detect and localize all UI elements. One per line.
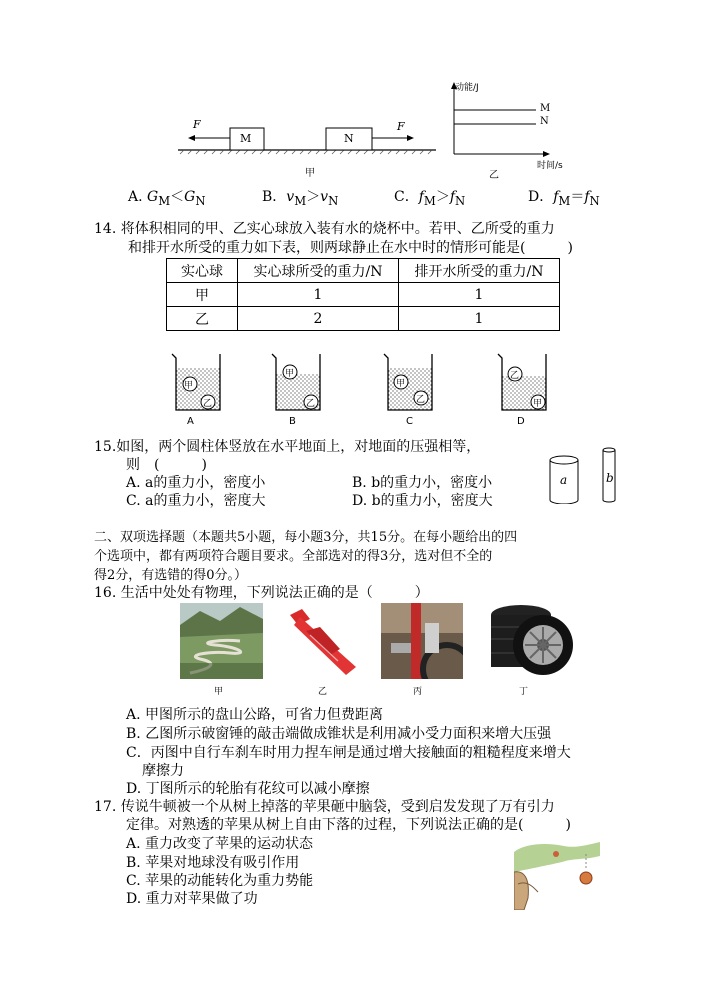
q17-option-d: D. 重力对苹果做了功 [126, 891, 258, 907]
ball-label: 乙 [203, 399, 213, 409]
beaker-label-b: B [289, 416, 296, 427]
cylinder-b-label: b [606, 471, 614, 485]
q15-option-d: D. b的重力小，密度大 [352, 493, 493, 509]
tires-image [483, 603, 578, 679]
q15-line1: 15.如图，两个圆柱体竖放在水平地面上，对地面的压强相等， [94, 439, 481, 455]
q15-option-a: A. a的重力小，密度小 [126, 475, 266, 491]
window-breaker-hammer-image [280, 603, 363, 679]
table-cell: 1 [238, 283, 399, 307]
photo-caption-bing: 丙 [413, 687, 423, 697]
y-axis-label: 动能/J [455, 83, 479, 93]
line-m-label: M [540, 103, 551, 114]
q14-line1: 14. 将体积相同的甲、乙实心球放入装有水的烧杯中。若甲、乙所受的重力 [94, 221, 555, 237]
line-n-label: N [540, 116, 549, 127]
caption-yi: 乙 [489, 170, 499, 181]
photo-caption-jia: 甲 [214, 687, 224, 697]
q17-line2: 定律。对熟透的苹果从树上自由下落的过程，下列说法正确的是( ) [126, 817, 571, 833]
q17-option-b: B. 苹果对地球没有吸引作用 [126, 855, 300, 871]
ball-label: 甲 [184, 381, 194, 391]
section2-line2: 个选项中，都有两项符合题目要求。全部选对的得3分，选对但不全的 [94, 549, 493, 564]
header-cell: 排开水所受的重力/N [399, 259, 560, 283]
table-row [167, 307, 560, 331]
q17-option-a: A. 重力改变了苹果的运动状态 [126, 836, 314, 852]
ball-label: 乙 [416, 395, 426, 405]
beakers-figure [160, 350, 570, 418]
beaker-label-d: D [517, 416, 525, 427]
beaker-label-a: A [187, 416, 194, 427]
table-cell: 1 [399, 283, 560, 307]
q16-stem: 16. 生活中处处有物理，下列说法正确的是（ ） [94, 585, 429, 601]
ball-label: 甲 [285, 369, 295, 379]
q16-option-c: C．丙图中自行车刹车时用力捏车闸是通过增大接触面的粗糙程度来增大 [126, 745, 571, 761]
q17-line1: 17. 传说牛顿被一个从树上掉落的苹果砸中脑袋，受到启发发现了万有引力 [94, 799, 555, 815]
beaker-a [172, 354, 220, 410]
q16-option-a: A. 甲图所示的盘山公路，可省力但费距离 [126, 707, 384, 723]
q16-option-d: D. 丁图所示的轮胎有花纹可以减小摩擦 [126, 781, 370, 797]
q14-line2: 和排开水所受的重力如下表，则两球静止在水中时的情形可能是( ) [128, 240, 573, 256]
q14-table [166, 258, 560, 331]
x-axis-label: 时间/s [537, 161, 563, 171]
table-row [167, 283, 560, 307]
q17-option-c: C. 苹果的动能转化为重力势能 [126, 873, 314, 889]
q15-option-b: B. b的重力小，密度小 [352, 475, 493, 491]
caption-jia: 甲 [305, 168, 315, 179]
q16-option-c-cont: 摩擦力 [142, 763, 184, 779]
ball-label: 甲 [396, 379, 406, 389]
q15-line2: 则 ( ) [126, 457, 207, 473]
mountain-road-image [180, 603, 263, 679]
photo-caption-ding: 丁 [519, 687, 529, 697]
beaker-label-c: C [406, 416, 413, 427]
q13-option-d: D．$f_M=f_N$ [528, 189, 600, 208]
q16-option-b: B. 乙图所示破窗锤的敲击端做成锥状是利用减小受力面积来增大压强 [126, 726, 552, 742]
header-cell: 实心球所受的重力/N [238, 259, 399, 283]
figure-jia-blocks [176, 116, 446, 160]
block-n-label: N [344, 132, 354, 145]
photo-caption-yi: 乙 [318, 687, 328, 697]
force-label-right: F [397, 120, 405, 133]
apple-tree-image [514, 838, 604, 910]
cylinder-a-label: a [560, 473, 568, 487]
block-m-label: M [240, 132, 252, 145]
table-cell: 2 [238, 307, 399, 331]
q13-option-a: A. $G_M<G_N$ [128, 189, 206, 208]
section2-line3: 得2分，有选错的得0分。） [94, 568, 248, 583]
ball-label: 乙 [306, 399, 316, 409]
force-label-left: F [193, 118, 201, 131]
q13-option-c: C．$f_M>f_N$ [394, 189, 466, 208]
q13-option-b: B．$v_M>v_N$ [262, 189, 339, 208]
bicycle-brake-image [381, 603, 463, 679]
q15-option-c: C. a的重力小，密度大 [126, 493, 266, 509]
table-header-row [167, 259, 560, 283]
ball-label: 乙 [510, 371, 520, 381]
table-cell: 甲 [167, 283, 238, 307]
ball-label: 甲 [533, 399, 543, 409]
header-cell: 实心球 [167, 259, 238, 283]
table-cell: 乙 [167, 307, 238, 331]
table-cell: 1 [399, 307, 560, 331]
section2-line1: 二、双项选择题（本题共5小题，每小题3分，共15分。在每小题给出的四 [94, 530, 518, 545]
